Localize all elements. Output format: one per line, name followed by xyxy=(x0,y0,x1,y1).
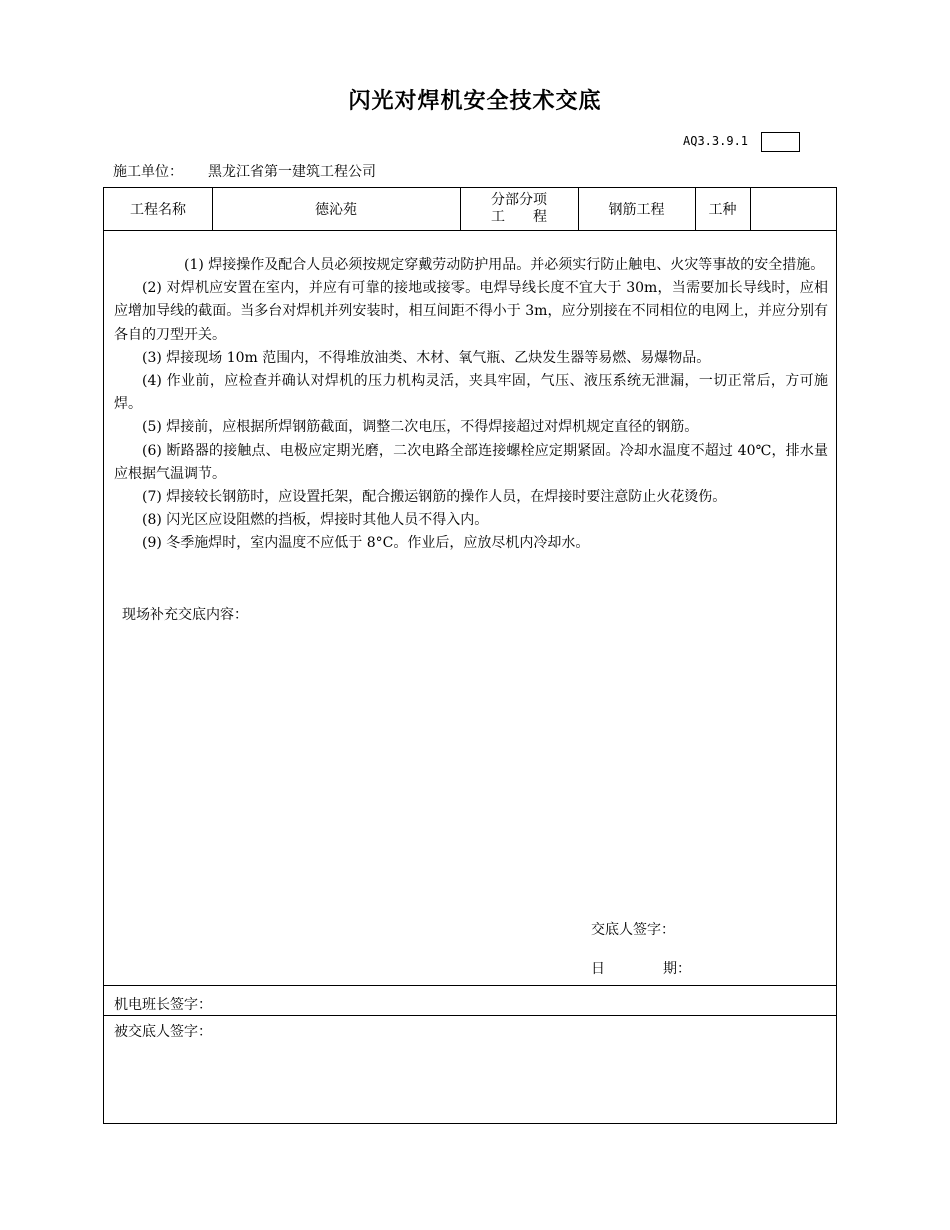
item-4: (4) 作业前，应检查并确认对焊机的压力机构灵活，夹具牢固，气压、液压系统无泄漏，一切正常后，方可施焊。 xyxy=(114,373,828,413)
item-3: (3) 焊接现场 10m 范围内，不得堆放油类、木材、氧气瓶、乙炔发生器等易燃、易爆物品。 xyxy=(142,349,711,366)
foreman-sign-label: 机电班长签字： xyxy=(114,997,212,1013)
item-8: (8) 闪光区应设阻燃的挡板，焊接时其他人员不得入内。 xyxy=(142,512,489,529)
item-9: (9) 冬季施焊时，室内温度不应低于 8°C。作业后，应放尽机内冷却水。 xyxy=(142,535,590,552)
construction-unit-label: 施工单位： xyxy=(113,164,183,180)
construction-unit-value: 黑龙江省第一建筑工程公司 xyxy=(208,164,376,180)
sub-project-label-line2: 工 程 xyxy=(491,209,547,225)
item-7: (7) 焊接较长钢筋时，应设置托架，配合搬运钢筋的操作人员，在焊接时要注意防止火花烫伤。 xyxy=(142,489,727,506)
date-label-part1: 日 xyxy=(591,961,605,977)
date-label xyxy=(591,958,691,978)
project-name-label: 工程名称 xyxy=(130,202,186,218)
item-2: (2) 对焊机应安置在室内，并应有可靠的接地或接零。电焊导线长度不宜大于 30m，当需要加长导线时，应相应增加导线的截面。当多台对焊机并列安装时，相互间距不得小于 3m，应分别接在不同相位的电网上，并应分别有各自的刀型开关。 xyxy=(114,280,828,343)
sub-project-label-line1: 分部分项 xyxy=(491,192,547,208)
supplement-label: 现场补充交底内容： xyxy=(122,607,248,623)
item-1: (1) 焊接操作及配合人员必须按规定穿戴劳动防护用品。并必须实行防止触电、火灾等事故的安全措施。 xyxy=(184,257,825,273)
item-5: (5) 焊接前，应根据所焊钢筋截面，调整二次电压，不得焊接超过对焊机规定直径的钢筋。 xyxy=(142,419,699,436)
sub-project-label xyxy=(460,188,578,230)
receiver-sign-label: 被交底人签字： xyxy=(114,1024,212,1040)
discloser-sign-label: 交底人签字： xyxy=(591,922,675,938)
date-label-part2: 期： xyxy=(663,961,691,977)
item-6: (6) 断路器的接触点、电极应定期光磨，二次电路全部连接螺栓应定期紧固。冷却水温度不超过 40℃，排水量应根据气温调节。 xyxy=(114,442,828,482)
row-divider xyxy=(104,230,836,231)
trade-label: 工种 xyxy=(708,202,737,218)
code-box xyxy=(761,132,800,152)
disclosure-form xyxy=(103,187,837,1124)
disclosure-content xyxy=(114,254,828,556)
construction-unit xyxy=(113,161,376,181)
sub-project-value: 钢筋工程 xyxy=(608,202,665,218)
document-title: 闪光对焊机安全技术交底 xyxy=(348,89,602,114)
row-divider xyxy=(104,985,836,986)
trade-value xyxy=(750,188,836,230)
project-name-value: 德沁苑 xyxy=(315,202,357,218)
document-code: AQ3.3.9.1 xyxy=(683,134,749,148)
row-divider xyxy=(104,1015,836,1016)
